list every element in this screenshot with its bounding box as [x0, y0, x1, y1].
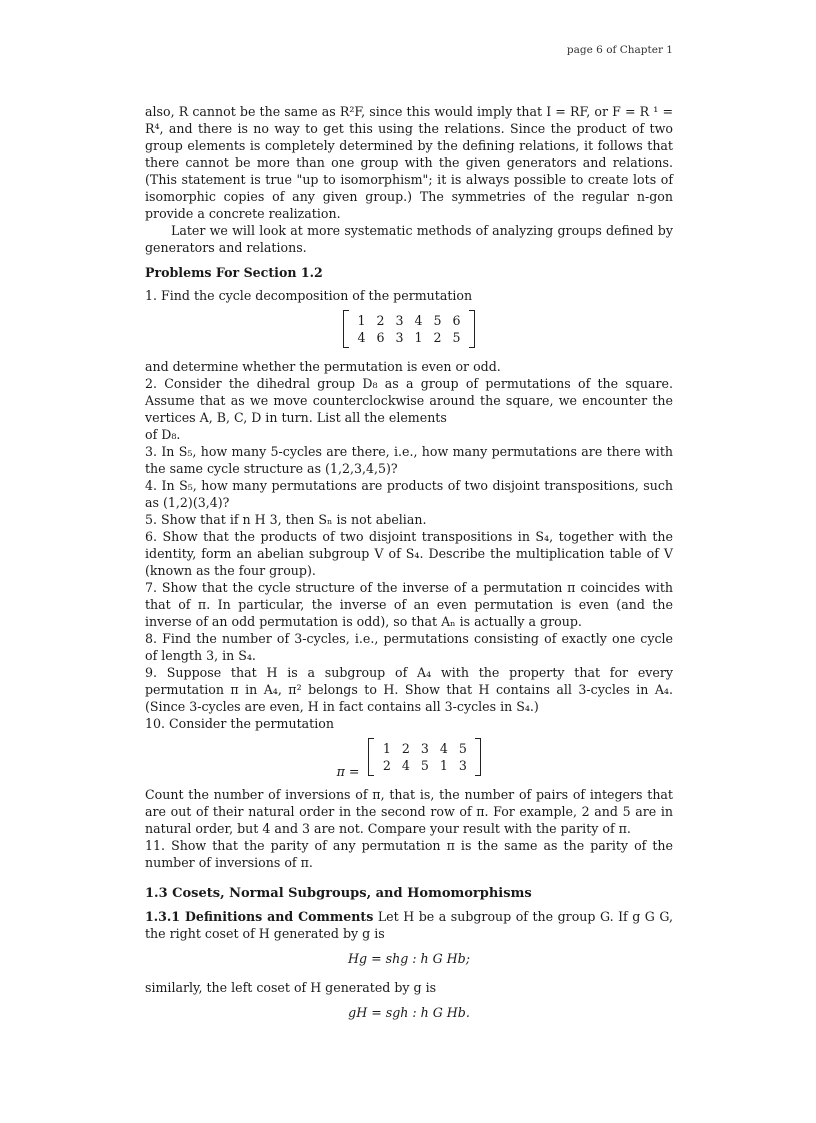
definitions-text: Let H be a subgroup of the group G. If g G G, the right coset of H generated by g is — [145, 909, 673, 941]
problem-7: 7. Show that the cycle structure of the inverse of a permutation π coincides with that of π. In particular, the inverse of an even permutation is even (and the inverse of an odd permutation is odd), so that Aₙ is actually a group. — [145, 580, 673, 629]
problem-10-intro: 10. Consider the permutation — [145, 716, 334, 731]
intro-paragraph-1: also, R cannot be the same as R²F, since this would imply that I = RF, or F = R ¹ = R⁴, and there is no way to get this using the relations. Since the product of two group elements is completely determined by the defining relations, it follows that there cannot be more than one group with the given generators and relations. (This statement is true "up to isomorphism"; it is always possible to create lots of isomorphic copies of any given group.) The symmetries of the regular n-gon provide a concrete realization. — [145, 104, 673, 221]
matrix-cell: 1 — [382, 741, 391, 756]
matrix-cell: 2 — [376, 313, 385, 328]
definitions-subheading: 1.3.1 Definitions and Comments — [145, 909, 374, 924]
matrix-2-row-bottom — [377, 757, 472, 774]
permutation-matrix-1 — [145, 310, 673, 352]
problem-9: 9. Suppose that H is a subgroup of A₄ with the property that for every permutation π in A₄, π² belongs to H. Show that H contains all 3-cycles in A₄. (Since 3-cycles are even, H in fact contains all 3-cycles in S₄.) — [145, 665, 673, 714]
matrix-cell: 4 — [401, 758, 410, 773]
page-header: page 6 of Chapter 1 — [566, 44, 673, 56]
matrix-cell: 4 — [439, 741, 448, 756]
problem-10-after: Count the number of inversions of π, that is, the number of pairs of integers that are out of their natural order in the second row of π. For example, 2 and 5 are in natural order, but 4 and 3 are not. Compare your result with the parity of π. — [145, 787, 673, 836]
permutation-matrix-2 — [145, 738, 673, 780]
matrix-cell: 5 — [433, 313, 442, 328]
matrix-1-row-bottom — [352, 329, 466, 346]
left-coset-equation: gH = sgh : h G Hb. — [348, 1005, 470, 1020]
intro-paragraph-2: Later we will look at more systematic methods of analyzing groups defined by generators and relations. — [145, 223, 673, 255]
matrix-cell: 4 — [414, 313, 423, 328]
matrix-2-prefix: π = — [336, 764, 360, 779]
matrix-cell: 2 — [401, 741, 410, 756]
problem-6: 6. Show that the products of two disjoint transpositions in S₄, together with the identity, form an abelian subgroup V of S₄. Describe the multiplication table of V (known as the four group). — [145, 529, 673, 578]
matrix-2-row-top — [377, 740, 472, 757]
matrix-cell: 5 — [420, 758, 429, 773]
problem-4: 4. In S₅, how many permutations are products of two disjoint transpositions, such as (1,2)(3,4)? — [145, 478, 673, 510]
matrix-cell: 1 — [439, 758, 448, 773]
right-coset-equation: Hg = shg : h G Hb; — [348, 951, 470, 966]
matrix-cell: 6 — [452, 313, 461, 328]
section-1-3-heading: 1.3 Cosets, Normal Subgroups, and Homomorphisms — [145, 886, 532, 901]
problems-heading: Problems For Section 1.2 — [145, 265, 323, 280]
problem-8: 8. Find the number of 3-cycles, i.e., permutations consisting of exactly one cycle of length 3, in S₄. — [145, 631, 673, 663]
matrix-cell: 3 — [395, 330, 404, 345]
matrix-cell: 1 — [414, 330, 423, 345]
problem-11: 11. Show that the parity of any permutation π is the same as the parity of the number of inversions of π. — [145, 838, 673, 870]
problem-2-a: 2. Consider the dihedral group D₈ as a group of permutations of the square. Assume that as we move counterclockwise around the square, we encounter the vertices A, B, C, D in turn. List all the elements — [145, 376, 673, 425]
matrix-cell: 5 — [458, 741, 467, 756]
left-coset-intro: similarly, the left coset of H generated by g is — [145, 980, 437, 995]
problem-2-b: of D₈. — [145, 427, 181, 442]
problem-5: 5. Show that if n H 3, then Sₙ is not abelian. — [145, 512, 427, 527]
matrix-cell: 6 — [376, 330, 385, 345]
matrix-cell: 3 — [420, 741, 429, 756]
matrix-cell: 4 — [357, 330, 366, 345]
page-body — [145, 103, 673, 1033]
matrix-cell: 1 — [357, 313, 366, 328]
problem-1-intro: 1. Find the cycle decomposition of the permutation — [145, 288, 473, 303]
matrix-cell: 2 — [433, 330, 442, 345]
problem-3: 3. In S₅, how many 5-cycles are there, i.e., how many permutations are there with the same cycle structure as (1,2,3,4,5)? — [145, 444, 673, 476]
matrix-cell: 3 — [395, 313, 404, 328]
definitions-paragraph — [145, 908, 673, 942]
problem-1-after: and determine whether the permutation is even or odd. — [145, 359, 501, 374]
matrix-cell: 3 — [458, 758, 467, 773]
matrix-cell: 5 — [452, 330, 461, 345]
matrix-1-row-top — [352, 312, 466, 329]
matrix-cell: 2 — [382, 758, 391, 773]
